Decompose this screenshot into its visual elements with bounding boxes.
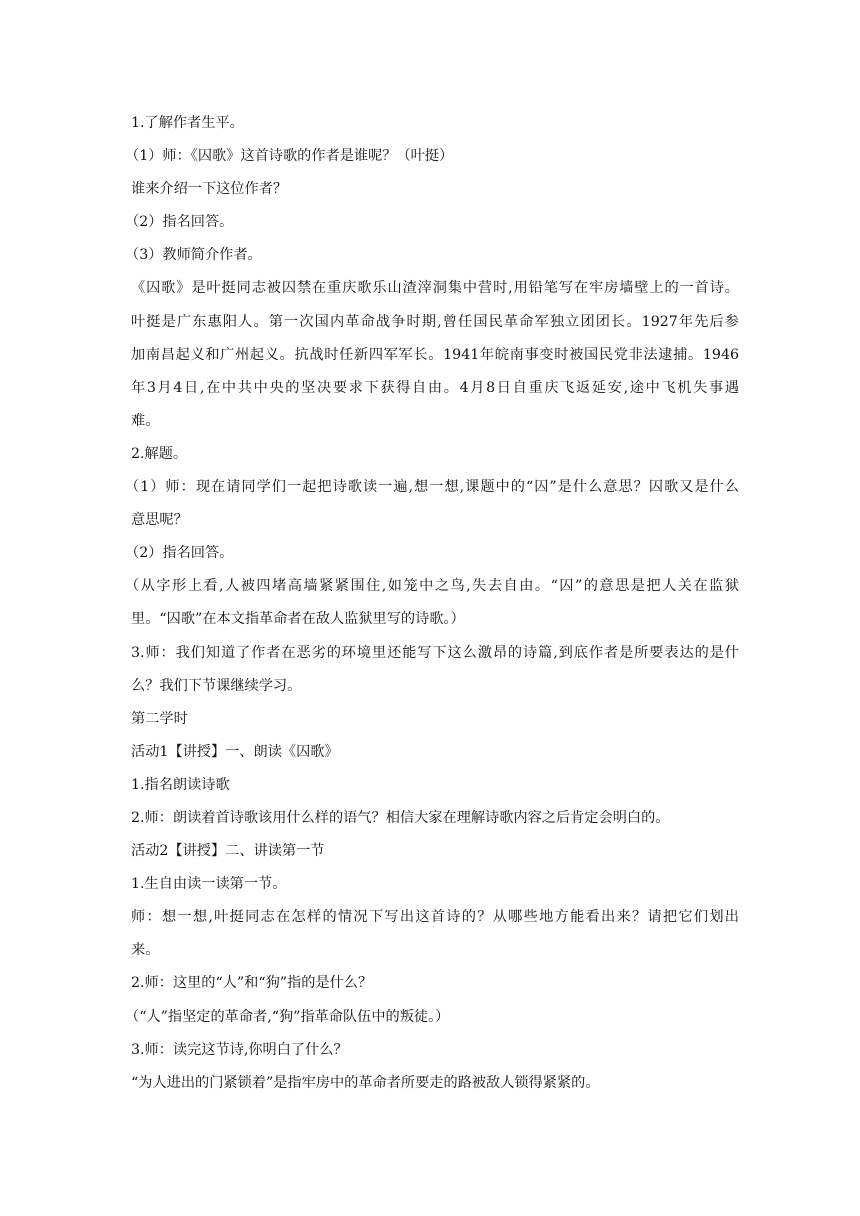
text-line: 3.师：我们知道了作者在恶劣的环境里还能写下这么激昂的诗篇,到底作者是所要表达的是什 (131, 644, 739, 661)
text-line: “为人进出的门紧锁着”是指牢房中的革命者所要走的路被敌人锁得紧紧的。 (131, 1074, 600, 1091)
text-line: （2）指名回答。 (125, 545, 234, 562)
activity-heading: 活动2【讲授】二、讲读第一节 (131, 843, 325, 860)
text-line: 意思呢？ (131, 512, 188, 529)
text-line: 1.生自由读一读第一节。 (131, 876, 287, 893)
text-line: 1.了解作者生平。 (131, 115, 244, 131)
text-line: 2.解题。 (131, 445, 188, 462)
text-line: （“人”指坚定的革命者,“狗”指革命队伍中的叛徒。） (125, 1008, 450, 1025)
text-line: 1.指名朗读诗歌 (131, 776, 230, 793)
text-line: 年3月4日,在中共中央的坚决要求下获得自由。4月8日自重庆飞返延安,途中飞机失事遇 (131, 379, 739, 396)
text-line: 3.师：读完这节诗,你明白了什么？ (131, 1041, 348, 1058)
text-line: （3）教师简介作者。 (125, 247, 262, 264)
text-line: 叶挺是广东惠阳人。第一次国内革命战争时期,曾任国民革命军独立团团长。1927年先后参 (131, 313, 739, 330)
section-heading: 第二学时 (131, 710, 188, 727)
text-line: 里。“囚歌”在本文指革命者在敌人监狱里写的诗歌。） (131, 611, 465, 628)
text-line: 师：想一想,叶挺同志在怎样的情况下写出这首诗的？从哪些地方能看出来？请把它们划出 (131, 909, 739, 926)
text-line: 来。 (131, 942, 160, 959)
text-line: 谁来介绍一下这位作者？ (131, 181, 288, 198)
text-line: 么？我们下节课继续学习。 (131, 677, 302, 694)
text-line: 2.师：这里的“人”和“狗”指的是什么？ (131, 975, 373, 992)
document-body (125, 107, 739, 1100)
text-line: （从字形上看,人被四堵高墙紧紧围住,如笼中之鸟,失去自由。“囚”的意思是把人关在监狱 (125, 578, 739, 595)
text-line: （1）师：《囚歌》这首诗歌的作者是谁呢？（叶挺） (125, 148, 454, 165)
text-line: （2）指名回答。 (125, 214, 234, 231)
text-line: 2.师：朗读着首诗歌该用什么样的语气？相信大家在理解诗歌内容之后肯定会明白的。 (131, 809, 670, 826)
text-line: （1）师：现在请同学们一起把诗歌读一遍,想一想,课题中的“囚”是什么意思？囚歌又是什么 (125, 479, 739, 496)
text-line: 《囚歌》是叶挺同志被囚禁在重庆歌乐山渣滓洞集中营时,用铅笔写在牢房墙壁上的一首诗。 (131, 280, 739, 297)
activity-heading: 活动1【讲授】一、朗读《囚歌》 (131, 743, 339, 760)
text-line: 加南昌起义和广州起义。抗战时任新四军军长。1941年皖南事变时被国民党非法逮捕。1946 (131, 346, 739, 363)
text-line: 难。 (131, 412, 160, 429)
